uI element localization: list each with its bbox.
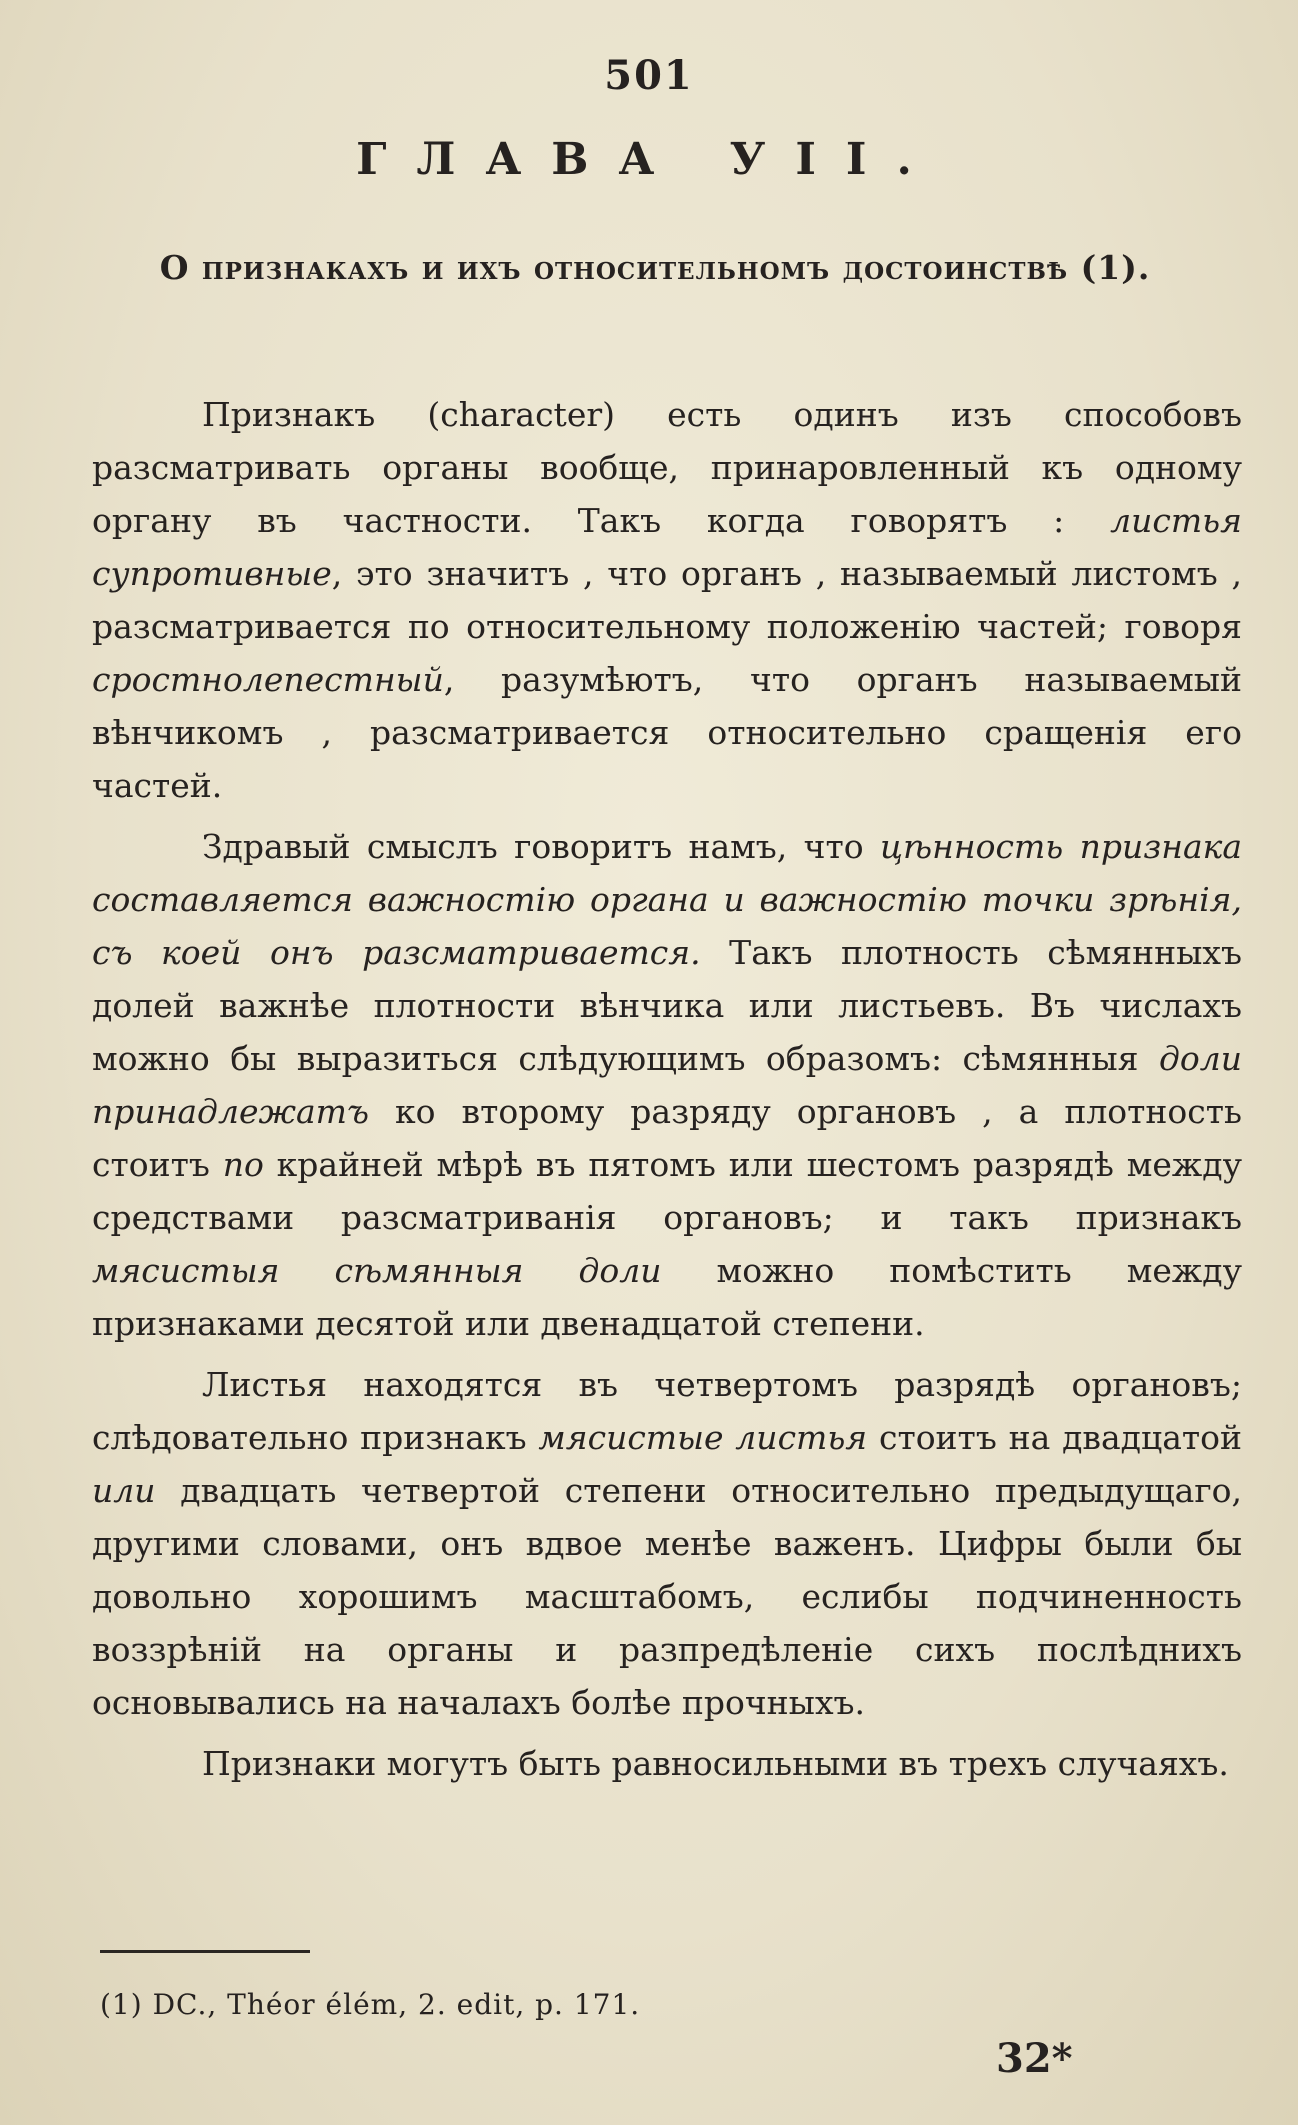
chapter-title: О признакахъ и ихъ относительномъ достоинствѣ (1). <box>159 248 1151 287</box>
italic-text: или <box>92 1471 156 1510</box>
paragraph <box>92 820 1242 1350</box>
text-segment: Здравый смыслъ говоритъ намъ, что <box>202 827 880 866</box>
italic-text: мясистые листья <box>538 1418 868 1457</box>
chapter-heading: ГЛАВА УII. <box>356 134 942 185</box>
italic-text: цѣнность признака составляется важностію органа и важностію точки зрѣнія, съ коей онъ разсматривается. <box>92 827 1243 972</box>
text-segment: Признаки могутъ быть равносильными въ трехъ случаяхъ. <box>202 1744 1229 1783</box>
text-segment: Признакъ (character) есть одинъ изъ способовъ разсматривать органы вообще, принаровленный къ одному органу въ частности. Такъ когда говорятъ : <box>92 395 1242 540</box>
italic-text: доли принадлежатъ <box>92 1039 1242 1131</box>
text-segment: стоитъ на двадцатой <box>867 1418 1242 1457</box>
page-number: 501 <box>604 52 694 99</box>
body-text <box>92 388 1242 1798</box>
italic-text: мясистыя сѣмянныя доли <box>92 1251 662 1290</box>
italic-text: листья супротивные <box>92 501 1242 593</box>
paragraph <box>92 1358 1242 1729</box>
text-segment: крайней мѣрѣ въ пятомъ или шестомъ разрядѣ между средствами разсматриванія органовъ; и такъ признакъ <box>92 1145 1242 1237</box>
text-segment: двадцать четвертой степени относительно предыдущаго, другими словами, онъ вдвое менѣе важенъ. Цифры были бы довольно хорошимъ масштабомъ, еслибы подчиненность воззрѣній на органы и разпредѣленіе сихъ послѣднихъ основывались на началахъ болѣе прочныхъ. <box>92 1471 1242 1722</box>
text-segment: Такъ плотность сѣмянныхъ долей важнѣе плотности вѣнчика или листьевъ. Въ числахъ можно бы выразиться слѣдующимъ образомъ: сѣмянныя <box>92 933 1242 1078</box>
text-segment: , это значитъ , что органъ , называемый листомъ , разсматривается по относительному положенію частей; говоря <box>92 554 1242 646</box>
italic-text: по <box>222 1145 264 1184</box>
footnote: (1) DC., Théor élém, 2. edit, p. 171. <box>100 1988 641 2021</box>
text-segment: ко второму разряду органовъ , а плотность стоитъ <box>92 1092 1242 1184</box>
text-segment: можно помѣстить между признаками десятой или двенадцатой степени. <box>92 1251 1242 1343</box>
footnote-divider <box>100 1950 310 1953</box>
italic-text: сростнолепестный <box>92 660 444 699</box>
text-segment: , разумѣютъ, что органъ называемый вѣнчикомъ , разсматривается относительно сращенія его частей. <box>92 660 1242 805</box>
paragraph <box>92 1737 1242 1790</box>
text-segment: Листья находятся въ четвертомъ разрядѣ органовъ; слѣдовательно признакъ <box>92 1365 1242 1457</box>
paragraph <box>92 388 1242 812</box>
signature-mark: 32* <box>996 2035 1073 2082</box>
